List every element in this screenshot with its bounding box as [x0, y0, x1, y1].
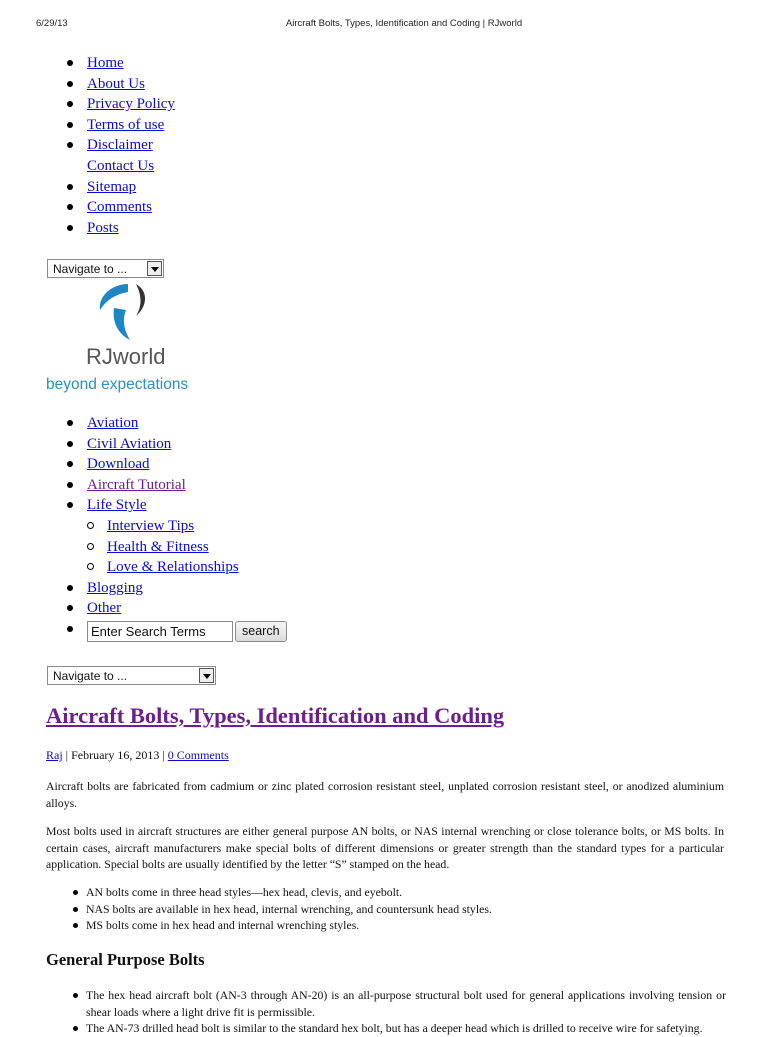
- navigate-select-value: Navigate to ...: [53, 262, 128, 276]
- top-menu-link[interactable]: Comments: [87, 199, 153, 216]
- print-date: 6/29/13: [36, 18, 68, 29]
- top-menu-item-sitemap[interactable]: [66, 177, 175, 198]
- top-menu-item-comments[interactable]: [66, 197, 175, 218]
- list-item: AN bolts come in three head styles—hex head, clevis, and eyebolt.: [46, 884, 726, 901]
- category-item-download[interactable]: [66, 454, 287, 475]
- life-style-submenu: [45, 516, 287, 578]
- top-menu-link[interactable]: Contact Us: [87, 157, 155, 174]
- navigate-select-top[interactable]: [47, 259, 164, 278]
- category-item-other[interactable]: [66, 598, 287, 619]
- category-item-life-style[interactable]: [66, 495, 287, 516]
- submenu-link[interactable]: Interview Tips: [107, 517, 195, 534]
- category-item-aircraft-tutorial[interactable]: [66, 475, 287, 496]
- top-menu: [66, 53, 175, 238]
- top-menu-link[interactable]: Terms of use: [87, 116, 165, 133]
- category-link[interactable]: Other: [87, 600, 122, 617]
- top-menu-item-disclaimer[interactable]: [66, 135, 175, 156]
- rjworld-logo[interactable]: [44, 278, 224, 398]
- top-menu-item-home[interactable]: [66, 53, 175, 74]
- submenu-item-love-relationships[interactable]: [45, 557, 287, 578]
- category-item-search: [66, 619, 287, 643]
- top-menu-item-privacy[interactable]: [66, 94, 175, 115]
- category-item-blogging[interactable]: [66, 578, 287, 599]
- chevron-down-icon: [199, 668, 214, 683]
- top-menu-item-contact[interactable]: [66, 156, 175, 177]
- top-menu-link[interactable]: Privacy Policy: [87, 96, 175, 113]
- list-item: NAS bolts are available in hex head, internal wrenching, and countersunk head styles.: [46, 901, 726, 918]
- print-header: [0, 18, 768, 32]
- search-input[interactable]: Enter Search Terms: [87, 621, 233, 642]
- navigate-select-bottom[interactable]: [47, 666, 216, 685]
- list-item: MS bolts come in hex head and internal wrenching styles.: [46, 917, 726, 934]
- category-link[interactable]: Aircraft Tutorial: [87, 476, 186, 493]
- submenu-link[interactable]: Love & Relationships: [107, 559, 239, 576]
- category-item-aviation[interactable]: [66, 413, 287, 434]
- top-menu-link[interactable]: Disclaimer: [87, 137, 153, 154]
- post-paragraph-2: Most bolts used in aircraft structures are either general purpose AN bolts, or NAS internal wrenching or close tolerance bolts, or MS bolts. In certain cases, aircraft manufacturers make special bolts of different dimensions or greater strength than the standard types for a particular application. Special bolts are usually identified by the letter “S” stamped on the head.: [46, 824, 724, 871]
- category-link[interactable]: Life Style: [87, 497, 147, 514]
- category-link[interactable]: Aviation: [87, 415, 139, 431]
- submenu-item-health-fitness[interactable]: [45, 537, 287, 558]
- category-link[interactable]: Civil Aviation: [87, 435, 172, 452]
- logo-brand: RJworld: [86, 344, 166, 369]
- top-menu-link[interactable]: About Us: [87, 75, 145, 92]
- top-menu-link[interactable]: Sitemap: [87, 178, 137, 195]
- post-title-link[interactable]: Aircraft Bolts, Types, Identification and Coding: [46, 703, 505, 728]
- submenu-item-interview-tips[interactable]: [45, 516, 287, 537]
- category-menu: [66, 413, 287, 643]
- top-menu-item-terms[interactable]: [66, 115, 175, 136]
- logo-swoosh-icon: [92, 278, 172, 348]
- post-paragraph-1: Aircraft bolts are fabricated from cadmium or zinc plated corrosion resistant steel, unplated corrosion resistant steel, or anodized aluminium alloys.: [46, 779, 724, 810]
- search-button[interactable]: search: [235, 621, 287, 642]
- logo-tagline: beyond expectations: [46, 376, 189, 393]
- list-item: The hex head aircraft bolt (AN-3 through AN-20) is an all-purpose structural bolt used for general applications involving tension or shear loads where a light drive fit is permissible.: [46, 987, 726, 1020]
- top-menu-link[interactable]: Home: [87, 55, 124, 71]
- category-link[interactable]: Blogging: [87, 579, 143, 596]
- top-menu-item-posts[interactable]: [66, 218, 175, 239]
- list-item: The AN-73 drilled head bolt is similar to the standard hex bolt, but has a deeper head which is drilled to receive wire for safetying.: [46, 1020, 726, 1037]
- general-purpose-list: [46, 987, 726, 1037]
- post-title: [46, 703, 504, 729]
- life-style-submenu-wrapper: [66, 516, 287, 578]
- post-date: | February 16, 2013 |: [62, 748, 168, 762]
- top-menu-item-about[interactable]: [66, 74, 175, 95]
- section-heading: General Purpose Bolts: [46, 950, 205, 969]
- navigate-select-value: Navigate to ...: [53, 669, 128, 683]
- category-link[interactable]: Download: [87, 456, 150, 473]
- author-link[interactable]: Raj: [46, 748, 63, 762]
- comments-link[interactable]: 0 Comments: [167, 748, 229, 762]
- bolt-types-list: [46, 884, 726, 934]
- chevron-down-icon: [147, 261, 162, 276]
- top-menu-link[interactable]: Posts: [87, 219, 119, 236]
- category-item-civil-aviation[interactable]: [66, 434, 287, 455]
- print-title: Aircraft Bolts, Types, Identification and Coding | RJworld: [285, 18, 523, 29]
- post-meta: [46, 748, 229, 763]
- submenu-link[interactable]: Health & Fitness: [107, 538, 209, 555]
